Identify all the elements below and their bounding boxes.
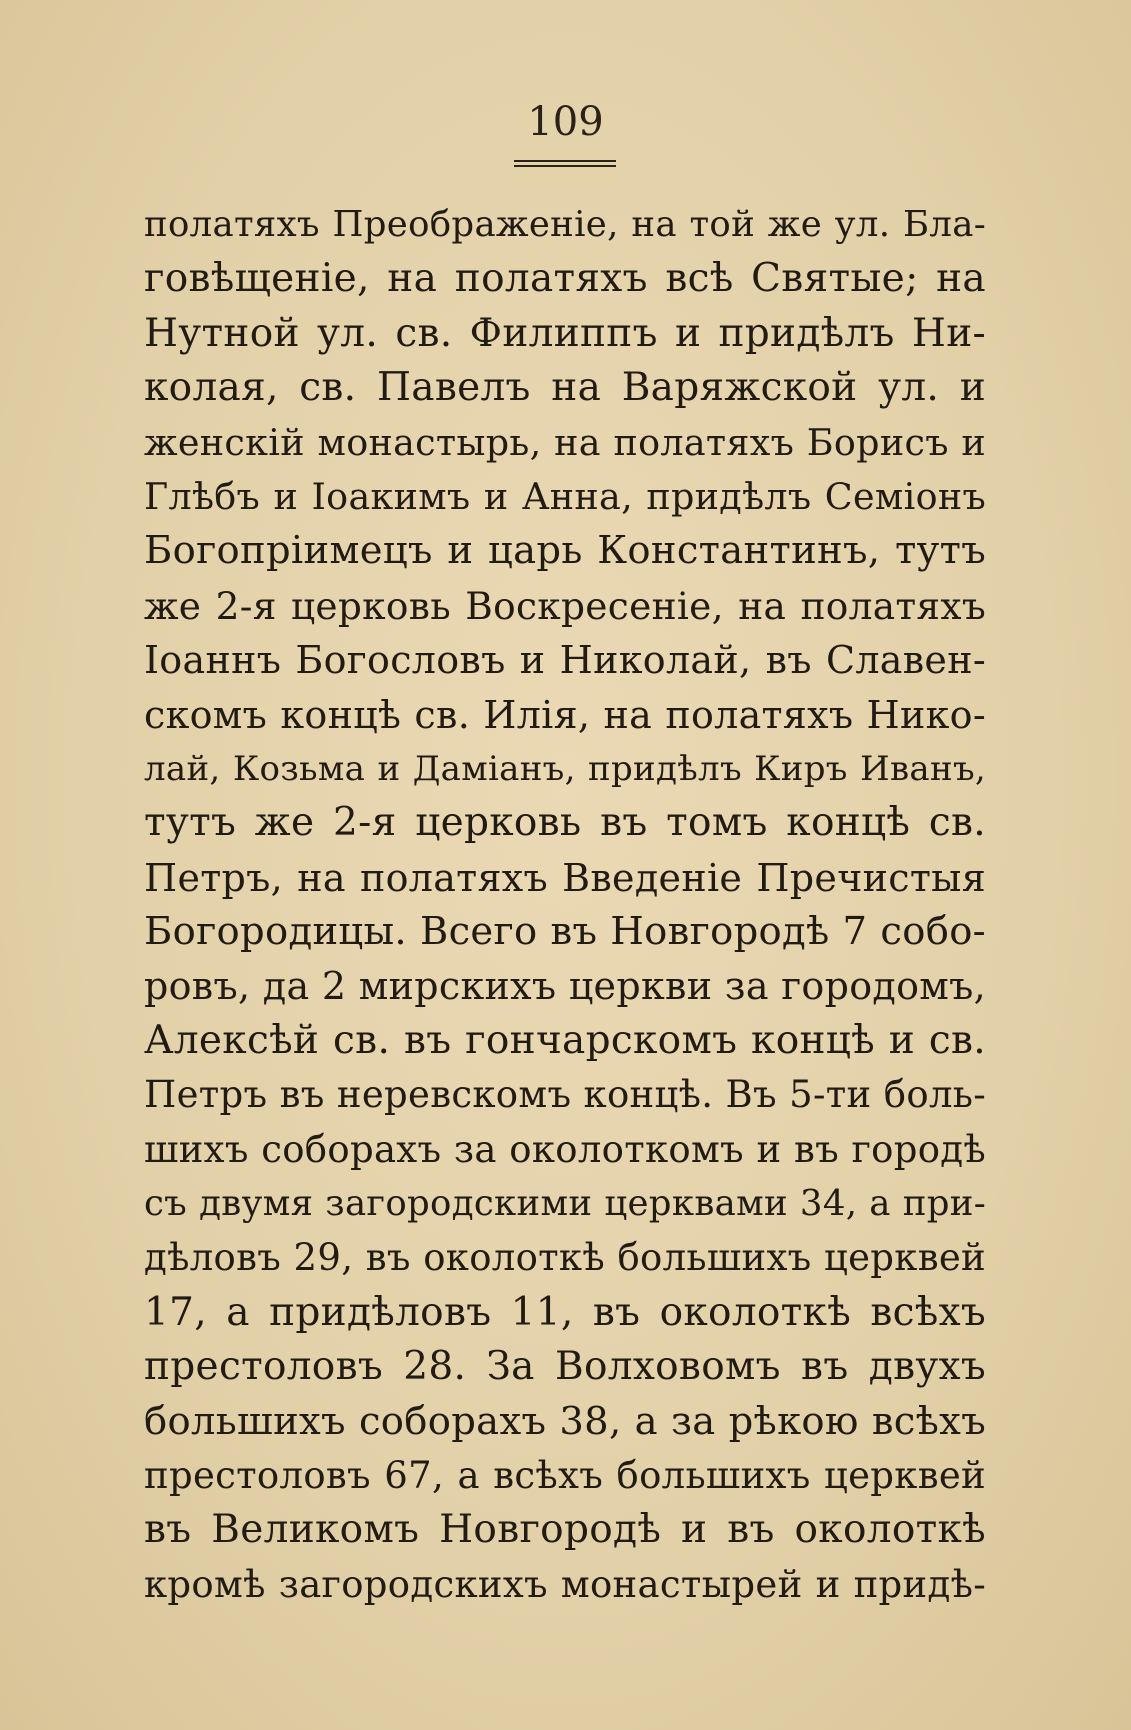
text-line: Петръ въ неревскомъ концѣ. Въ 5-ти боль- <box>144 1073 986 1117</box>
text-line: большихъ соборахъ 38, а за рѣкою всѣхъ <box>144 1398 986 1444</box>
text-line: женскій монастырь, на полатяхъ Борисъ и <box>144 420 986 464</box>
text-line: кромѣ загородскихъ монастырей и придѣ- <box>144 1562 986 1606</box>
text-line: Петръ, на полатяхъ Введеніе Пречистыя <box>144 855 986 900</box>
header-rule-bottom <box>514 165 616 167</box>
text-line: ровъ, да 2 мирскихъ церкви за городомъ, <box>144 964 986 1009</box>
text-line: тутъ же 2-я церковь въ томъ концѣ св. <box>144 800 986 846</box>
page-number: 109 <box>527 99 604 145</box>
text-line: 17, а придѣловъ 11, въ околоткѣ всѣхъ <box>144 1289 986 1335</box>
text-line: Глѣбъ и Іоакимъ и Анна, придѣлъ Семіонъ <box>144 474 986 518</box>
body-text <box>144 198 986 1612</box>
text-line: скомъ концѣ св. Илія, на полатяхъ Нико- <box>144 692 986 737</box>
text-line: шихъ соборахъ за околоткомъ и въ городѣ <box>144 1127 986 1171</box>
header-rule-top <box>514 160 616 162</box>
text-line: же 2-я церковь Воскресеніе, на полатяхъ <box>144 583 986 628</box>
text-line: Богородицы. Всего въ Новгородѣ 7 собо- <box>144 909 986 955</box>
text-line: Нутной ул. св. Филиппъ и придѣлъ Ни- <box>144 310 986 356</box>
text-line: Іоаннъ Богословъ и Николай, въ Славен- <box>144 638 986 683</box>
text-line: колая, св. Павелъ на Варяжской ул. и <box>144 365 986 411</box>
text-line: Богопріимецъ и царь Константинъ, тутъ <box>144 528 986 574</box>
text-line: полатяхъ Преображеніе, на той же ул. Бла- <box>144 204 986 245</box>
text-line: въ Великомъ Новгородѣ и въ околоткѣ <box>144 1507 986 1553</box>
text-line: престоловъ 28. За Волховомъ въ двухъ <box>144 1344 986 1390</box>
text-line: говѣщеніе, на полатяхъ всѣ Святые; на <box>144 256 986 302</box>
text-line: дѣловъ 29, въ околоткѣ большихъ церквей <box>144 1236 986 1280</box>
text-line: съ двумя загородскими церквами 34, а при- <box>144 1183 986 1225</box>
text-line: престоловъ 67, а всѣхъ большихъ церквей <box>144 1453 986 1497</box>
text-line: лай, Козьма и Даміанъ, придѣлъ Киръ Иванъ, <box>144 748 986 789</box>
text-line: Алексѣй св. въ гончарскомъ концѣ и св. <box>144 1017 986 1063</box>
